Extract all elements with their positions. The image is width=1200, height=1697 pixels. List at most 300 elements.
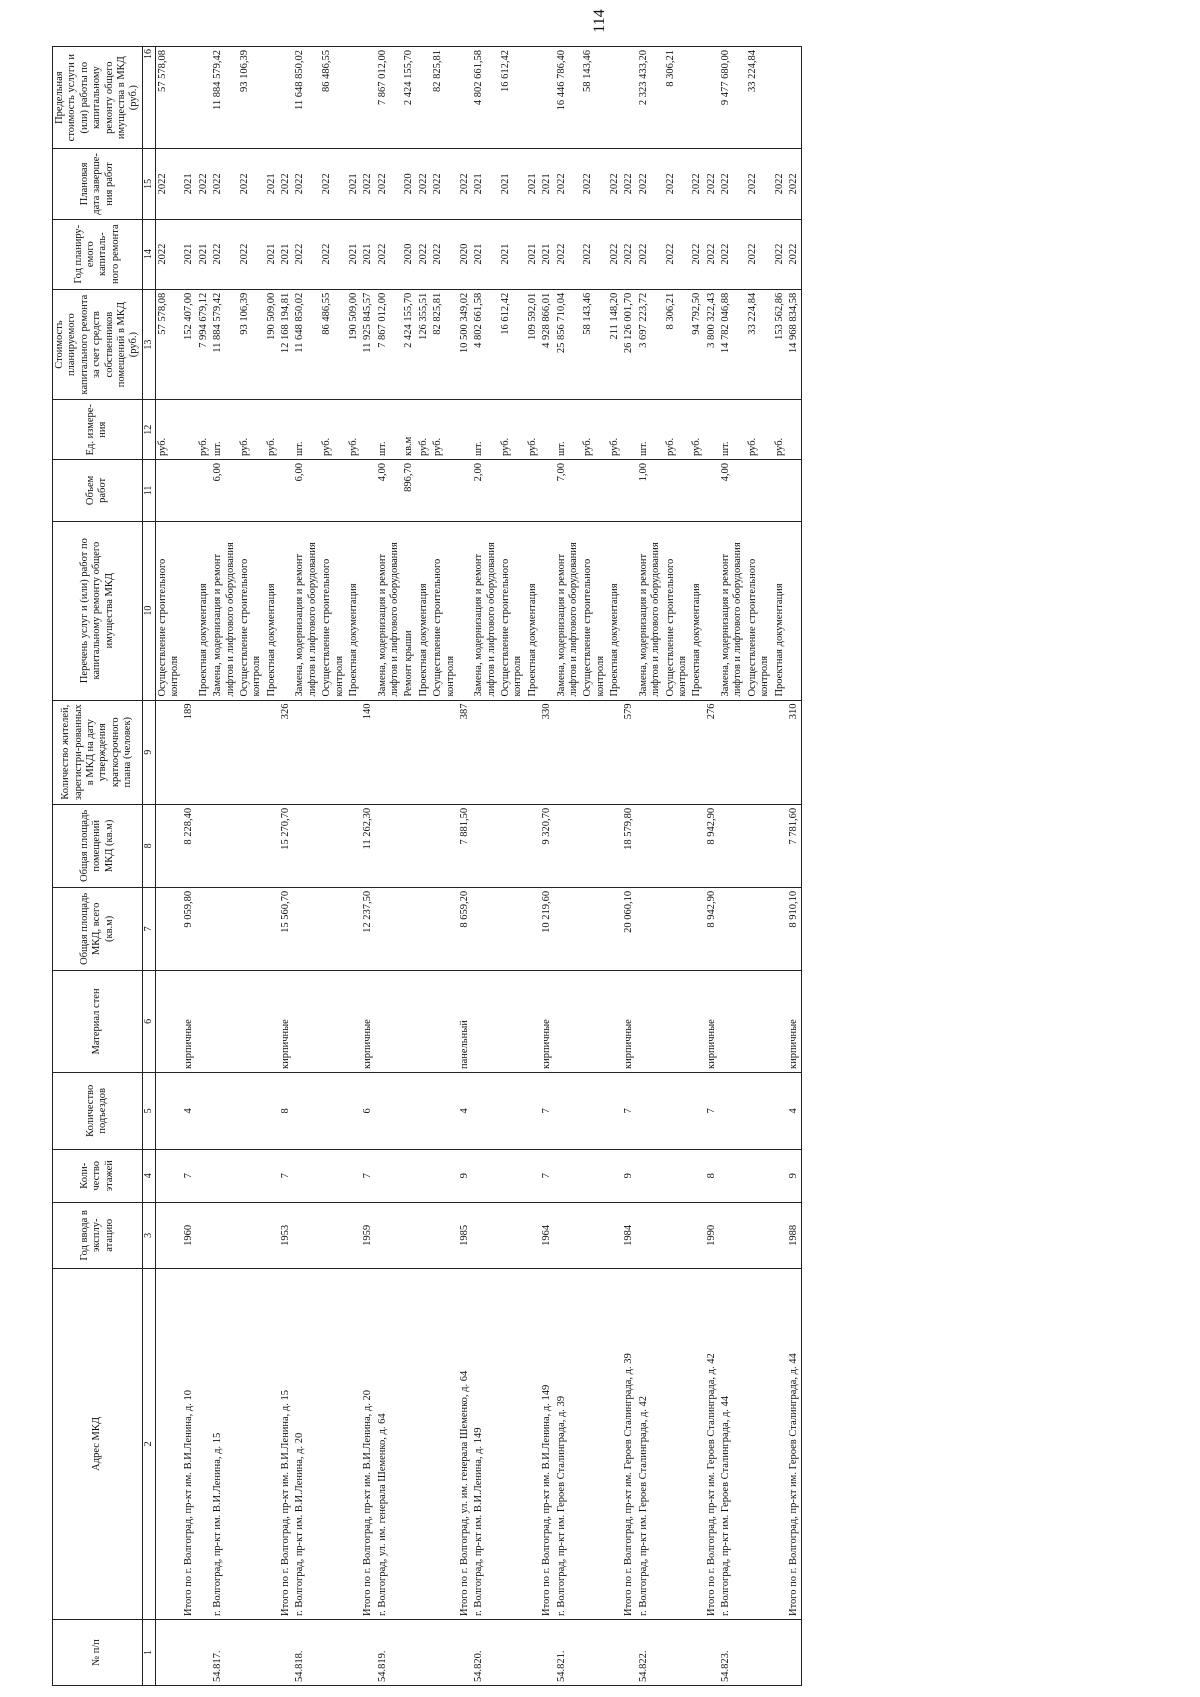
cell-year-built (746, 1202, 773, 1268)
cell-work-item: Ремонт крыши (402, 521, 416, 700)
cell-year-built (526, 1202, 540, 1268)
cell-entrances (347, 1073, 361, 1150)
cell-limit-cost (361, 47, 375, 149)
cell-volume (431, 460, 458, 522)
cell-floors (402, 1149, 416, 1202)
cell-floors: 7 (279, 1149, 293, 1202)
cell-year-built (417, 1202, 431, 1268)
cell-limit-cost (690, 47, 704, 149)
cell-living-area: 9 320,70 (540, 804, 554, 887)
header-residents: Количество жителей, зарегистри-рованных в МКД на дату утверждения краткосрочного плана (человек) (53, 700, 143, 804)
cell-cost: 93 106,39 (238, 289, 265, 400)
cell-row-number (417, 1620, 431, 1686)
cell-volume (265, 460, 279, 522)
cell-work-item: Осуществление строительного контроля (155, 521, 182, 700)
cell-living-area (431, 804, 458, 887)
cell-unit: шт. (376, 400, 403, 460)
cell-residents: 189 (182, 700, 196, 804)
table-row (402, 47, 416, 1686)
col-number: 9 (142, 700, 155, 804)
cell-address: г. Волгоград, пр-кт им. Героев Сталинграда, д. 42 (637, 1268, 664, 1619)
cell-year-built (320, 1202, 347, 1268)
cell-cost: 12 168 194,81 (279, 289, 293, 400)
cell-row-number: 54.819. (376, 1620, 403, 1686)
cell-wall-material: панельный (458, 970, 472, 1072)
cell-plan-year: 2021 (182, 219, 196, 289)
cell-wall-material (265, 970, 279, 1072)
cell-address (773, 1268, 787, 1619)
cell-entrances (499, 1073, 526, 1150)
cell-row-number (540, 1620, 554, 1686)
header-floors: Коли-чество этажей (53, 1149, 143, 1202)
cell-unit: шт. (211, 400, 238, 460)
cell-work-item: Замена, модернизация и ремонт лифтов и лифтового оборудования (472, 521, 499, 700)
cell-total-area (719, 887, 746, 970)
cell-address (265, 1268, 279, 1619)
table-row (293, 47, 320, 1686)
cell-limit-cost: 4 802 661,58 (472, 47, 499, 149)
cell-plan-year: 2022 (155, 219, 182, 289)
cell-work-item: Проектная документация (608, 521, 622, 700)
cell-row-number (458, 1620, 472, 1686)
cell-work-item: Осуществление строительного контроля (320, 521, 347, 700)
cell-done-year: 2022 (581, 149, 608, 219)
cell-floors (155, 1149, 182, 1202)
cell-limit-cost: 33 224,84 (746, 47, 773, 149)
cell-work-item: Проектная документация (526, 521, 540, 700)
cell-year-built: 1985 (458, 1202, 472, 1268)
cell-work-item: Замена, модернизация и ремонт лифтов и лифтового оборудования (376, 521, 403, 700)
table-row (637, 47, 664, 1686)
cell-address: Итого по г. Волгоград, пр-кт им. Героев Сталинграда, д. 39 (622, 1268, 636, 1619)
cell-floors (555, 1149, 582, 1202)
cell-floors (637, 1149, 664, 1202)
header-living-area: Общая площадь помещений МКД (кв.м) (53, 804, 143, 887)
cell-address: Итого по г. Волгоград, пр-кт им. Героев Сталинграда, д. 42 (705, 1268, 719, 1619)
cell-wall-material: кирпичные (622, 970, 636, 1072)
cell-year-built (499, 1202, 526, 1268)
cell-done-year: 2022 (431, 149, 458, 219)
cell-year-built (773, 1202, 787, 1268)
cell-year-built (197, 1202, 211, 1268)
cell-plan-year: 2022 (746, 219, 773, 289)
cell-entrances (690, 1073, 704, 1150)
cell-year-built (402, 1202, 416, 1268)
cell-year-built (472, 1202, 499, 1268)
cell-entrances (555, 1073, 582, 1150)
table-row (622, 47, 636, 1686)
cell-floors (499, 1149, 526, 1202)
cell-cost: 57 578,08 (155, 289, 182, 400)
cell-unit (279, 400, 293, 460)
cell-year-built (155, 1202, 182, 1268)
cell-volume: 7,00 (555, 460, 582, 522)
cell-year-built (293, 1202, 320, 1268)
cell-residents (608, 700, 622, 804)
cell-address (431, 1268, 458, 1619)
cell-done-year: 2021 (472, 149, 499, 219)
cell-wall-material: кирпичные (787, 970, 802, 1072)
cell-cost: 26 126 001,70 (622, 289, 636, 400)
cell-done-year: 2022 (773, 149, 787, 219)
cell-done-year: 2022 (664, 149, 691, 219)
cell-floors: 9 (622, 1149, 636, 1202)
cell-unit (787, 400, 802, 460)
cell-limit-cost: 86 486,55 (320, 47, 347, 149)
cell-done-year: 2022 (361, 149, 375, 219)
cell-volume: 6,00 (211, 460, 238, 522)
cell-residents (197, 700, 211, 804)
cell-year-built (719, 1202, 746, 1268)
cell-address: г. Волгоград, пр-кт им. В.И.Ленина, д. 20 (293, 1268, 320, 1619)
cell-entrances (417, 1073, 431, 1150)
cell-unit (622, 400, 636, 460)
cell-work-item: Осуществление строительного контроля (664, 521, 691, 700)
cell-floors (719, 1149, 746, 1202)
cell-wall-material (581, 970, 608, 1072)
col-number: 2 (142, 1268, 155, 1619)
cell-unit: руб. (347, 400, 361, 460)
cell-total-area: 12 237,50 (361, 887, 375, 970)
cell-total-area (499, 887, 526, 970)
cell-work-item (458, 521, 472, 700)
cell-row-number (705, 1620, 719, 1686)
cell-living-area (320, 804, 347, 887)
cell-row-number: 54.822. (637, 1620, 664, 1686)
cell-cost: 33 224,84 (746, 289, 773, 400)
cell-unit (182, 400, 196, 460)
cell-unit: шт. (555, 400, 582, 460)
cell-done-year: 2022 (293, 149, 320, 219)
cell-residents (417, 700, 431, 804)
cell-done-year: 2022 (746, 149, 773, 219)
cell-residents: 310 (787, 700, 802, 804)
cell-living-area (526, 804, 540, 887)
cell-wall-material: кирпичные (182, 970, 196, 1072)
table-row (773, 47, 787, 1686)
table-row (417, 47, 431, 1686)
cell-living-area (746, 804, 773, 887)
cell-residents (773, 700, 787, 804)
cell-unit: руб. (265, 400, 279, 460)
cell-residents (526, 700, 540, 804)
cell-year-built: 1964 (540, 1202, 554, 1268)
table-row (499, 47, 526, 1686)
cell-residents (347, 700, 361, 804)
cell-living-area (555, 804, 582, 887)
cell-done-year: 2021 (526, 149, 540, 219)
cell-year-built (211, 1202, 238, 1268)
cell-volume (155, 460, 182, 522)
cell-floors (197, 1149, 211, 1202)
cell-volume (526, 460, 540, 522)
col-number: 10 (142, 521, 155, 700)
cell-row-number (197, 1620, 211, 1686)
cell-limit-cost: 9 477 680,00 (719, 47, 746, 149)
cell-residents (746, 700, 773, 804)
cell-floors: 9 (787, 1149, 802, 1202)
cell-volume (279, 460, 293, 522)
cell-year-built: 1990 (705, 1202, 719, 1268)
cell-living-area (581, 804, 608, 887)
cell-entrances (746, 1073, 773, 1150)
table-row (265, 47, 279, 1686)
cell-address (664, 1268, 691, 1619)
cell-plan-year: 2021 (361, 219, 375, 289)
cell-address (499, 1268, 526, 1619)
cell-cost: 2 424 155,70 (402, 289, 416, 400)
table-row (279, 47, 293, 1686)
cell-done-year: 2021 (265, 149, 279, 219)
cell-entrances (402, 1073, 416, 1150)
cell-entrances: 4 (787, 1073, 802, 1150)
cell-row-number (746, 1620, 773, 1686)
cell-wall-material (402, 970, 416, 1072)
cell-volume (320, 460, 347, 522)
cell-row-number (608, 1620, 622, 1686)
cell-living-area: 18 579,80 (622, 804, 636, 887)
header-num: № п/п (53, 1620, 143, 1686)
cell-limit-cost (417, 47, 431, 149)
cell-total-area (664, 887, 691, 970)
header-limit-cost: Предельная стоимость услуги и (или) работы по капитальному ремонту общего имущества в МКД (руб.) (53, 47, 143, 149)
cell-residents (719, 700, 746, 804)
table-row (472, 47, 499, 1686)
cell-total-area: 10 219,60 (540, 887, 554, 970)
cell-cost: 11 884 579,42 (211, 289, 238, 400)
cell-address (690, 1268, 704, 1619)
cell-floors (472, 1149, 499, 1202)
cell-address: г. Волгоград, ул. им. генерала Шеменко, д. 64 (376, 1268, 403, 1619)
cell-plan-year: 2021 (197, 219, 211, 289)
cell-volume (608, 460, 622, 522)
header-volume: Объем работ (53, 460, 143, 522)
cell-wall-material (637, 970, 664, 1072)
cell-living-area: 8 942,90 (705, 804, 719, 887)
cell-row-number (182, 1620, 196, 1686)
cell-plan-year: 2022 (608, 219, 622, 289)
cell-row-number (347, 1620, 361, 1686)
cell-floors: 7 (361, 1149, 375, 1202)
table-row (787, 47, 802, 1686)
cell-done-year: 2020 (402, 149, 416, 219)
cell-year-built (431, 1202, 458, 1268)
cell-entrances (155, 1073, 182, 1150)
cell-limit-cost (458, 47, 472, 149)
cell-wall-material (773, 970, 787, 1072)
col-number: 12 (142, 400, 155, 460)
cell-unit: руб. (499, 400, 526, 460)
header-works: Перечень услуг и (или) работ по капитальному ремонту общего имущества МКД (53, 521, 143, 700)
cell-residents (472, 700, 499, 804)
cell-living-area (690, 804, 704, 887)
cell-row-number (773, 1620, 787, 1686)
cell-unit: руб. (773, 400, 787, 460)
cell-limit-cost (787, 47, 802, 149)
cell-entrances: 8 (279, 1073, 293, 1150)
cell-done-year: 2022 (787, 149, 802, 219)
cell-volume (347, 460, 361, 522)
cell-residents (555, 700, 582, 804)
cell-year-built (664, 1202, 691, 1268)
cell-residents (402, 700, 416, 804)
cell-total-area: 20 060,10 (622, 887, 636, 970)
cell-living-area: 7 881,50 (458, 804, 472, 887)
cell-wall-material: кирпичные (361, 970, 375, 1072)
cell-done-year: 2022 (719, 149, 746, 219)
cell-address: г. Волгоград, пр-кт им. В.И.Ленина, д. 15 (211, 1268, 238, 1619)
cell-plan-year: 2022 (622, 219, 636, 289)
cell-residents (664, 700, 691, 804)
cell-wall-material (376, 970, 403, 1072)
cell-residents: 326 (279, 700, 293, 804)
cell-living-area (402, 804, 416, 887)
cell-living-area (499, 804, 526, 887)
cell-total-area (293, 887, 320, 970)
cell-plan-year: 2022 (690, 219, 704, 289)
cell-address: Итого по г. Волгоград, пр-кт им. В.И.Ленина, д. 10 (182, 1268, 196, 1619)
cell-address (746, 1268, 773, 1619)
cell-cost: 14 968 834,58 (787, 289, 802, 400)
cell-floors (746, 1149, 773, 1202)
cell-residents (265, 700, 279, 804)
cell-cost: 10 500 349,02 (458, 289, 472, 400)
cell-unit: руб. (526, 400, 540, 460)
cell-plan-year: 2021 (526, 219, 540, 289)
cell-work-item: Замена, модернизация и ремонт лифтов и лифтового оборудования (637, 521, 664, 700)
cell-limit-cost: 93 106,39 (238, 47, 265, 149)
cell-entrances (581, 1073, 608, 1150)
cell-row-number (787, 1620, 802, 1686)
cell-limit-cost (540, 47, 554, 149)
cell-address: г. Волгоград, пр-кт им. В.И.Ленина, д. 149 (472, 1268, 499, 1619)
cell-wall-material: кирпичные (540, 970, 554, 1072)
cell-living-area: 15 270,70 (279, 804, 293, 887)
cell-wall-material (690, 970, 704, 1072)
cell-year-built: 1960 (182, 1202, 196, 1268)
cell-total-area (238, 887, 265, 970)
cell-entrances (265, 1073, 279, 1150)
header-wall-material: Материал стен (53, 970, 143, 1072)
cell-plan-year: 2021 (499, 219, 526, 289)
cell-plan-year: 2022 (581, 219, 608, 289)
cell-living-area: 7 781,60 (787, 804, 802, 887)
cell-plan-year: 2022 (664, 219, 691, 289)
cell-residents (211, 700, 238, 804)
cell-done-year: 2022 (690, 149, 704, 219)
cell-plan-year: 2022 (293, 219, 320, 289)
cell-residents: 276 (705, 700, 719, 804)
cell-volume (197, 460, 211, 522)
cell-row-number: 54.821. (555, 1620, 582, 1686)
cell-entrances (472, 1073, 499, 1150)
table-row (458, 47, 472, 1686)
table-row (211, 47, 238, 1686)
cell-address (402, 1268, 416, 1619)
cell-cost: 211 148,20 (608, 289, 622, 400)
col-number: 5 (142, 1073, 155, 1150)
table-row (347, 47, 361, 1686)
cell-unit: руб. (581, 400, 608, 460)
cell-cost: 58 143,46 (581, 289, 608, 400)
cell-living-area (719, 804, 746, 887)
table-row (155, 47, 182, 1686)
cell-unit: руб. (431, 400, 458, 460)
cell-total-area (347, 887, 361, 970)
cell-cost: 126 355,51 (417, 289, 431, 400)
cell-wall-material (746, 970, 773, 1072)
cell-cost: 7 994 679,12 (197, 289, 211, 400)
cell-year-built (581, 1202, 608, 1268)
cell-done-year: 2022 (555, 149, 582, 219)
cell-work-item: Осуществление строительного контроля (581, 521, 608, 700)
cell-volume: 6,00 (293, 460, 320, 522)
cell-plan-year: 2022 (773, 219, 787, 289)
col-number: 11 (142, 460, 155, 522)
cell-limit-cost: 2 424 155,70 (402, 47, 416, 149)
cell-living-area: 8 228,40 (182, 804, 196, 887)
cell-limit-cost: 16 446 786,40 (555, 47, 582, 149)
cell-total-area (211, 887, 238, 970)
cell-wall-material (347, 970, 361, 1072)
cell-floors (376, 1149, 403, 1202)
cell-year-built (608, 1202, 622, 1268)
cell-floors: 8 (705, 1149, 719, 1202)
cell-volume (622, 460, 636, 522)
cell-volume (182, 460, 196, 522)
table-row (540, 47, 554, 1686)
cell-entrances (637, 1073, 664, 1150)
cell-total-area: 9 059,80 (182, 887, 196, 970)
cell-wall-material (499, 970, 526, 1072)
cell-cost: 8 306,21 (664, 289, 691, 400)
header-address: Адрес МКД (53, 1268, 143, 1619)
cell-volume (746, 460, 773, 522)
cell-cost: 190 509,00 (347, 289, 361, 400)
cell-limit-cost: 16 612,42 (499, 47, 526, 149)
cell-work-item: Осуществление строительного контроля (746, 521, 773, 700)
cell-done-year: 2022 (238, 149, 265, 219)
cell-done-year: 2022 (705, 149, 719, 219)
cell-volume (238, 460, 265, 522)
cell-row-number: 54.820. (472, 1620, 499, 1686)
cell-entrances: 7 (622, 1073, 636, 1150)
cell-total-area (402, 887, 416, 970)
cell-cost: 3 697 223,72 (637, 289, 664, 400)
col-number: 3 (142, 1202, 155, 1268)
cell-unit: шт. (637, 400, 664, 460)
col-number: 7 (142, 887, 155, 970)
table-body (155, 47, 802, 1686)
cell-address: Итого по г. Волгоград, пр-кт им. Героев Сталинграда, д. 44 (787, 1268, 802, 1619)
cell-done-year: 2022 (458, 149, 472, 219)
cell-limit-cost: 82 825,81 (431, 47, 458, 149)
cell-entrances: 7 (705, 1073, 719, 1150)
column-number-row (142, 47, 155, 1686)
cell-floors (293, 1149, 320, 1202)
cell-total-area (417, 887, 431, 970)
cell-limit-cost: 11 648 850,02 (293, 47, 320, 149)
col-number: 4 (142, 1149, 155, 1202)
cell-entrances: 7 (540, 1073, 554, 1150)
cell-limit-cost (622, 47, 636, 149)
col-number: 15 (142, 149, 155, 219)
cell-plan-year: 2022 (555, 219, 582, 289)
cell-limit-cost (773, 47, 787, 149)
cell-cost: 86 486,55 (320, 289, 347, 400)
cell-wall-material: кирпичные (705, 970, 719, 1072)
cell-row-number (526, 1620, 540, 1686)
